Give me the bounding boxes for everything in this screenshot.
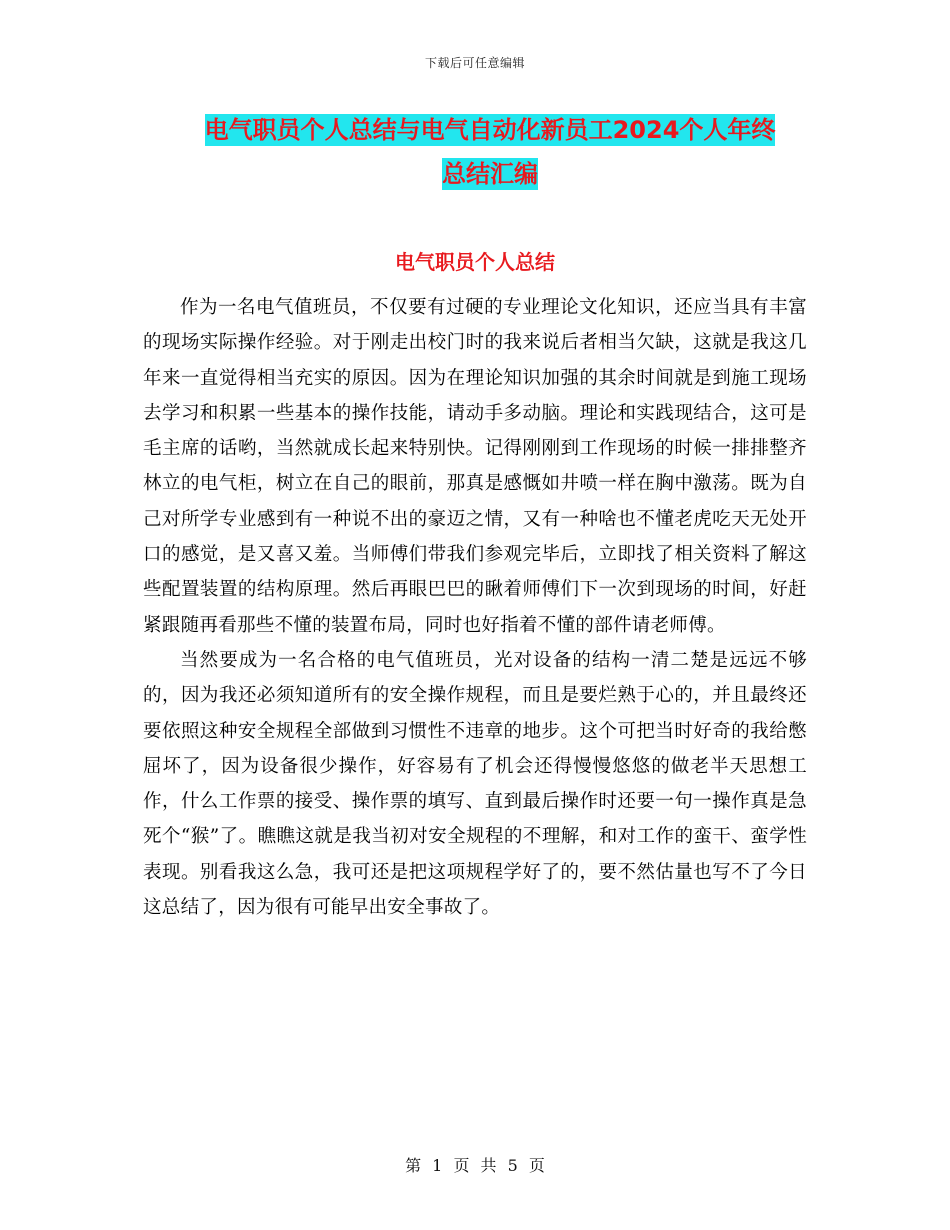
paragraph: 作为一名电气值班员，不仅要有过硬的专业理论文化知识，还应当具有丰富的现场实际操作经验。对于刚走出校门时的我来说后者相当欠缺，这就是我这几年来一直觉得相当充实的原因。因为在理论知识加强的其余时间就是到施工现场去学习和积累一些基本的操作技能，请动手多动脑。理论和实践现结合，这可是毛主席的话哟，当然就成长起来特别快。记得刚刚到工作现场的时候一排排整齐林立的电气柜，树立在自己的眼前，那真是感慨如井喷一样在胸中激荡。既为自己对所学专业感到有一种说不出的豪迈之情，又有一种啥也不懂老虎吃天无处开口的感觉，是又喜又羞。当师傅们带我们参观完毕后，立即找了相关资料了解这些配置装置的结构原理。然后再眼巴巴的瞅着师傅们下一次到现场的时间，好赶紧跟随再看那些不懂的装置布局，同时也好指着不懂的部件请老师傅。 [143,297,807,636]
paragraph: 当然要成为一名合格的电气值班员，光对设备的结构一清二楚是远远不够的，因为我还必须知道所有的安全操作规程，而且是要烂熟于心的，并且最终还要依照这种安全规程全部做到习惯性不违章的地步。这个可把当时好奇的我给憋屈坏了，因为设备很少操作，好容易有了机会还得慢慢悠悠的做老半天思想工作，什么工作票的接受、操作票的填写、直到最后操作时还要一句一操作真是急死个“猴”了。瞧瞧这就是我当初对安全规程的不理解，和对工作的蛮干、蛮学性表现。别看我这么急，我可还是把这项规程学好了的，要不然估量也写不了今日这总结了，因为很有可能早出安全事故了。 [143,649,807,919]
section-title: 电气职员个人总结 [395,250,555,274]
document-title-line-2: 总结汇编 [442,160,538,188]
document-title-line-1: 电气职员个人总结与电气自动化新员工2024个人年终 [204,116,776,144]
document-title [160,108,820,196]
page-number-footer: 第 1 页 共 5 页 [405,1156,545,1175]
header-note: 下载后可任意编辑 [424,56,525,70]
body-text [143,290,807,925]
